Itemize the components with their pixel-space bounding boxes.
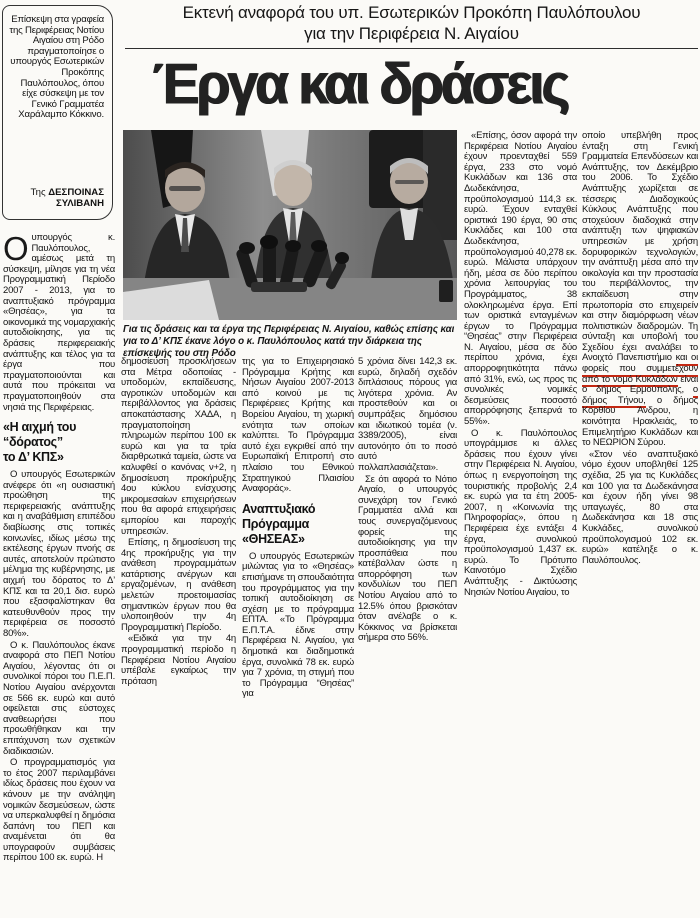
paragraph: της για το Επιχειρησιακό Πρόγραμμα Κρήτης και Νήσων Αιγαίου 2007-2013 από κοινού με τις Περιφέρειες Κρήτης και Βορείου Αιγαίου, τη χωρική ενότητα των οποίων καλύπτει. Το Πρόγραμμα αυτό έχει εγκριθεί από την Ευρωπαϊκή Επιτροπή στο πλαίσιο του Εθνικού Στρατηγικού Πλαισίου Αναφοράς».: [242, 357, 354, 495]
subhead-line: «Η αιχμή του: [3, 420, 77, 435]
paragraph: δημοσίευση προσκλήσεων στα Μέτρα οδοποιίας - υποδομών, εκπαίδευσης, αγροτικών υποδομών και περιβάλλοντος για δράσεις αποκατάστασης ΧΑΔΑ, η πραγματοποίηση πληρωμών περίπου 100 εκ ευρώ και για τα τρία διαρθρωτικά ταμεία, ώστε να καλυφθεί ο κανόνας ν+2, η δημοσίευση προκήρυξης 4ου κύκλου ενίσχυσης μικρομεσαίων επιχειρήσεων που θα αφορά επιχειρήσεις εμπορίου και παροχής υπηρεσιών.: [121, 357, 236, 537]
article-kicker: [125, 2, 698, 49]
paragraph: [3, 233, 115, 413]
kicker-line-1: Εκτενή αναφορά του υπ. Εσωτερικών Προκόπη Παυλόπουλου: [182, 3, 641, 22]
paragraph: Ο κ. Παυλόπουλος υπογράμμισε κι άλλες δράσεις που έχουν γίνει στην Περιφέρεια Ν. Αιγαίου, όπως η ενεργοποίηση της τουριστικής προβολής 2,4 εκ. ευρώ για τα έτη 2005-2007, η «Κοινωνία της Πληροφορίας», όπου η Περιφέρεια έχε εντάξει 4 έργα, συνολικού προϋπολογισμού 1,437 εκ. ευρώ. Το Πρότυπο Καινοτόμο Σχέδιο Ανάπτυξης - Δικτύωσης Νησιών Νοτίου Αιγαίου, το: [464, 427, 577, 598]
photo-caption: Για τις δράσεις και τα έργα της Περιφέρειας Ν. Αιγαίου, καθώς επίσης και για το Δ’ ΚΠΣ έκανε λόγο ο κ. Παυλόπουλος κατά την διάρκεια της επίσκεψής του στη Ρόδο: [123, 324, 455, 359]
glass: [439, 280, 453, 302]
highlighted-phrase: ο δήμος Τήνου,: [582, 384, 698, 408]
column-6: [582, 131, 698, 916]
paragraph: Ο προγραμματισμός για το έτος 2007 περιλαμβάνει ιδίως δράσεις που έχουν να κάνουν με την ανάληψη νομικών δεσμεύσεων, ώστε να υπερκαλυφθεί η δημόσια δαπάνη του ΠΕΠ και αναμένεται ότι θα υπογραφούν συμβάσεις περίπου 100 εκ. ευρώ. Η: [3, 757, 115, 864]
text-segment: οποίο υπεβλήθη προς ένταξη στη Γενική Γραμματεία Επενδύσεων και Ανάπτυξης, τον Δεκέμβριο του 2006. Το Σχέδιο Ανάπτυξης χωρίζεται σε τέσσερις Διαδοχικούς Κύκλους Ανάπτυξης που στοχεύουν διαδοχικά στην ανάπτυξη των ψηφιακών υπηρεσιών με χρήση δορυφορικών τεχνολογιών, την ανάπτυξη μέσα από την οικολογία και την προστασία του περιβάλλοντος, την εκπαίδευση στην πρωτοπορία στο επιχειρείν και στην διαμόρφωση νέων πολιτιστικών διαδρομών. Τη σύνταξη και υποβολή του Σχεδίου έχει αναλάβει το Ανοιχτό Πανεπιστήμιο: [582, 131, 698, 364]
paragraph: «Στον νέο αναπτυξιακό νόμο έχουν υποβληθεί 125 σχέδια, 25 για τις Κυκλάδες και 100 για τα Δωδεκάνησα και έχουν ήδη γίνει 98 υπαγωγές, 80 στα Δωδεκάνησα και 18 στις Κυκλάδες, συνολικού προϋπολογισμού 102 εκ. ευρώ» κατέληξε ο κ. Παυλόπουλος.: [582, 448, 698, 566]
text-segment: είναι ο δήμος Ερμούπολης,: [582, 373, 698, 396]
subhead-line: Αναπτυξιακό: [242, 501, 316, 516]
byline-name: ΔΕΣΠΟΙΝΑΣ ΣΥΛΙΒΑΝΗ: [48, 187, 104, 209]
text-segment: ο δήμος Κορθίου Άνδρου, η κοινότητα Ηρακλειάς, το Επιμελητήριο Κυκλάδων και το ΝΕΩΡΙΟΝ Σύρου.: [582, 394, 698, 449]
lead-text: Επίσκεψη στα γραφεία της Περιφέρειας Νοτίου Αιγαίου στη Ρόδο πραγματοποίησε ο υπουργός Εσωτερικών Προκόπης Παυλόπουλος, όπου είχε σύσκεψη με τον Γενικό Γραμματέα Χαράλαμπο Κόκκινο.: [9, 14, 104, 121]
drop-cap: Ο: [3, 233, 29, 267]
highlighted-phrase: και οι φορείς που συμμετέχουν από το νομό Κυκλάδων: [582, 352, 698, 387]
press-photo: [123, 130, 457, 320]
press-photo-illustration: [123, 130, 457, 320]
paragraph-with-highlights: [582, 131, 698, 449]
byline: [8, 187, 104, 209]
subhead-line: Πρόγραμμα: [242, 516, 310, 531]
lead-box: [2, 5, 113, 220]
subhead-line: “δόρατος”: [3, 435, 63, 450]
subhead-line: «ΘΗΣΕΑΣ»: [242, 531, 305, 546]
paragraph: Ο υπουργός Εσωτερικών ανέφερε ότι «η ουσιαστική προώθηση της περιφερειακής ανάπτυξης και η αναβάθμιση επιπέδου διαβίωσης στις τοπικές κοινωνίες, ιδίως μέσω της εκτέλεσης έργων πνοής σε αυτές, αποτελούν πρώτιστο μέλημα της κυβέρνησης, με αιχμή του δόρατος το Δ’ ΚΠΣ και τα 20,1 δισ. ευρώ που εξασφαλίστηκαν θα κατευθυνθούν προς την περιφέρεια σε ποσοστό 80%».: [3, 469, 115, 639]
byline-prefix: Της: [30, 187, 49, 198]
subhead-kps: [3, 420, 115, 465]
paragraph: Ο κ. Παυλόπουλος έκανε αναφορά στο ΠΕΠ Νοτίου Αιγαίου, λέγοντας ότι οι συνολικοί πόροι του Π.Ε.Π. Νοτίου Αιγαίου ανέρχονται σε 566 εκ. ευρώ και αυτό οφείλεται στις εύστοχες αναθεωρήσει που προωθήθηκαν και την επιτάχυνση των σχετικών διαδικασιών.: [3, 639, 115, 757]
paragraph: «Επίσης, όσον αφορά την Περιφέρεια Νοτίου Αιγαίου έχουν προενταχθεί 559 έργα, 233 στο νομό Κυκλάδων και 136 στα Δωδεκάνησα, προϋπολογισμού 114,3 εκ. ευρώ. Έχουν ενταχθεί οριστικά 190 έργα, 90 στις Κυκλάδες και 100 στα Δωδεκάνησα, προϋπολογισμού 40,278 εκ. ευρώ. Μάλιστα υπάρχουν ήδη, μέσα σε δύο περίπου χρόνια λειτουργίας του Προγράμματος, 38 ολοκληρωμένα έργα. Επί των οριστικά ενταγμένων έργων το Πρόγραμμα “Θησέας” στην Περιφέρεια Ν. Αιγαίου, μέσα σε δύο περίπου χρόνια, έχει απορροφητικότητα πάνω από 31%, ενώ, ως προς τις συνολικές νομικές δεσμεύσεις ποσοστό απορρόφησης ξεπερνά το 55%».: [464, 131, 577, 428]
paragraph: «Ειδικά για την 4η προγραμματική περίοδο η Περιφέρεια Νοτίου Αιγαίου υπέβαλε εγκαίρως την πρόταση: [121, 633, 236, 687]
column-2: [121, 357, 236, 916]
column-5: [464, 131, 577, 916]
paragraph: Σε ότι αφορά το Νότιο Αιγαίο, ο υπουργός συνεχάρη τον Γενικό Γραμματέα αλλά και τους συνεργαζόμενους φορείς της αυτοδιοίκησης για την προσπάθεια που κατέβαλλαν ώστε η απορρόφηση των κονδυλίων του ΠΕΠ Νοτίου Αιγαίου από το 12.5% όπου βρισκόταν όταν ανέλαβε ο κ. Κόκκινος να βρίσκεται σήμερα στο 56%.: [358, 473, 457, 644]
column-3: [242, 357, 354, 916]
kicker-line-2: για την Περιφέρεια Ν. Αιγαίου: [304, 24, 519, 43]
subhead-line: το Δ’ ΚΠΣ»: [3, 450, 64, 465]
paragraph: Ο υπουργός Εσωτερικών μιλώντας για το «Θησέας» επισήμανε τη σπουδαιότητα του προγράμματος για την τοπική αυτοδιοίκηση σε σχέση με το πρόγραμμα ΕΠΤΑ. «Το Πρόγραμμα Ε.Π.Τ.Α. έδινε στην Περιφέρεια Ν. Αιγαίου, για δημοτικά και διαδημοτικά έργα, συνολικά 78 εκ. ευρώ για 7 χρόνια, τη στιγμή που το Πρόγραμμα “Θησέας” για: [242, 550, 354, 700]
column-1: [3, 233, 115, 916]
paragraph-text: υπουργός κ. Παυλόπουλος, αμέσως μετά τη σύσκεψη, μίλησε για τη νέα Προγραμματική Περίοδο 2007 - 2013, για το αναπτυξιακό πρόγραμμα «Θησέας», για τα οικονομικά της νομαρχιακής αυτοδιοίκησης, για τις δράσεις περιφερειακής ανάπτυξης και τέλος για τα έργα που πραγματοποιούνται και αυτά που πρόκειται να πραγματοποιηθούν στα νησιά της Περιφέρειας.: [3, 233, 115, 413]
paragraph: 5 χρόνια δίνει 142,3 εκ. ευρώ, δηλαδή σχεδόν διπλάσιους πόρους για λιγότερα χρόνια. Αν προστεθούν και οι συμπράξεις δημόσιου και ιδιωτικού τομέα (ν. 3389/2005), είναι αυτονόητο ότι το ποσό αυτό πολλαπλασιάζεται».: [358, 357, 457, 473]
column-4: [358, 357, 457, 916]
article-title: Έργα και δράσεις: [152, 51, 568, 117]
paragraph: Επίσης, η δημοσίευση της 4ης προκήρυξης για την ανάθεση προγραμμάτων κατάρτισης ανέργων και εργαζομένων, η ανάθεση μελετών προετοιμασίας σημαντικών έργων που θα υλοποιηθούν την 4η Προγραμματική Περίοδο.: [121, 537, 236, 633]
subhead-thiseas: [242, 502, 354, 547]
